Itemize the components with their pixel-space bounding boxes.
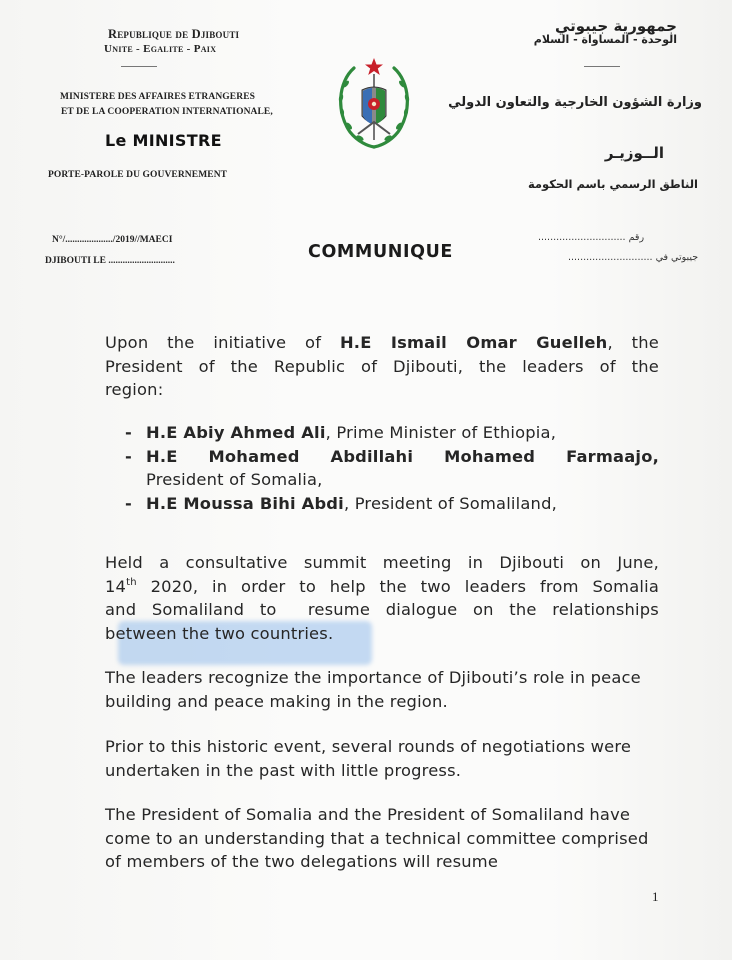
list-item: - H.E Mohamed Abdillahi Mohamed Farmaajo, <box>125 445 659 469</box>
coat-of-arms-emblem <box>332 54 416 154</box>
leader-name: H.E Mohamed Abdillahi Mohamed Farmaajo, <box>146 446 659 466</box>
spokesperson-title: PORTE-PAROLE DU GOUVERNEMENT <box>48 170 228 180</box>
ministry-name-line1: MINISTERE DES AFFAIRES ETRANGERES <box>60 92 256 102</box>
page-number: 1 <box>652 889 659 904</box>
leader-role: , President of Somaliland, <box>343 493 557 513</box>
republic-name: Republique de Djibouti <box>108 27 240 41</box>
intro-text-1: Upon the initiative of <box>105 333 340 352</box>
understanding-paragraph: The President of Somalia and the President of Somaliland have come to an understanding that a technical committee comprised of members of the two delegations will resume <box>105 805 649 871</box>
list-item: - H.E Abiy Ahmed Ali, Prime Minister of Ethiopia, <box>125 423 557 442</box>
leader-role: , Prime Minister of Ethiopia, <box>325 423 557 442</box>
leaders-list <box>125 421 659 515</box>
national-motto: Unite - Egalite - Paix <box>104 43 217 55</box>
reference-date-ar: ............................ جيبوتي في <box>568 252 699 263</box>
history-paragraph: Prior to this historic event, several rounds of negotiations were undertaken in the past with little progress. <box>105 737 632 780</box>
leader-role: President of Somalia, <box>146 470 323 489</box>
list-item: - H.E Moussa Bihi Abdi, President of Somaliland, <box>125 493 557 513</box>
ministry-name-ar: وزارة الشؤون الخارجية والتعاون الدولي <box>448 95 702 110</box>
reference-number-ar: ............................. رقم <box>538 232 645 243</box>
recognition-paragraph: The leaders recognize the importance of Djibouti’s role in peace building and peace making in the region. <box>105 668 641 711</box>
republic-name-ar: جمهورية جيبوتي <box>554 17 677 35</box>
summit-paragraph: Held a consultative summit meeting in Djibouti on June, 14th 2020, in order to help the two leaders from Somalia and Somaliland to resume dialogue on the relationships between the two countries. <box>105 551 659 645</box>
president-name: H.E Ismail Omar Guelleh <box>339 333 608 352</box>
header-divider-left <box>121 66 157 67</box>
minister-title-ar: الــوزيـر <box>604 144 664 162</box>
document-title: COMMUNIQUE <box>308 242 453 262</box>
leader-name: H.E Moussa Bihi Abdi <box>146 493 344 513</box>
highlighted-text: between the two countries. <box>105 623 334 643</box>
intro-paragraph: Upon the initiative of H.E Ismail Omar Guelleh, the President of the Republic of Djibouti, the leaders of the region: <box>105 333 660 399</box>
leader-name: H.E Abiy Ahmed Ali <box>146 423 326 442</box>
header-divider-right <box>584 66 620 67</box>
reference-date: DJIBOUTI LE ............................ <box>45 256 175 266</box>
ministry-name-line2: ET DE LA COOPERATION INTERNATIONALE, <box>61 107 273 117</box>
reference-number: N°/..................../2019//MAECI <box>52 235 173 245</box>
national-motto-ar: الوحدة - المساواة - السلام <box>533 33 677 46</box>
minister-title: Le MINISTRE <box>105 131 222 150</box>
coat-of-arms-icon <box>332 54 416 154</box>
spokesperson-title-ar: الناطق الرسمي باسم الحكومة <box>527 177 698 191</box>
